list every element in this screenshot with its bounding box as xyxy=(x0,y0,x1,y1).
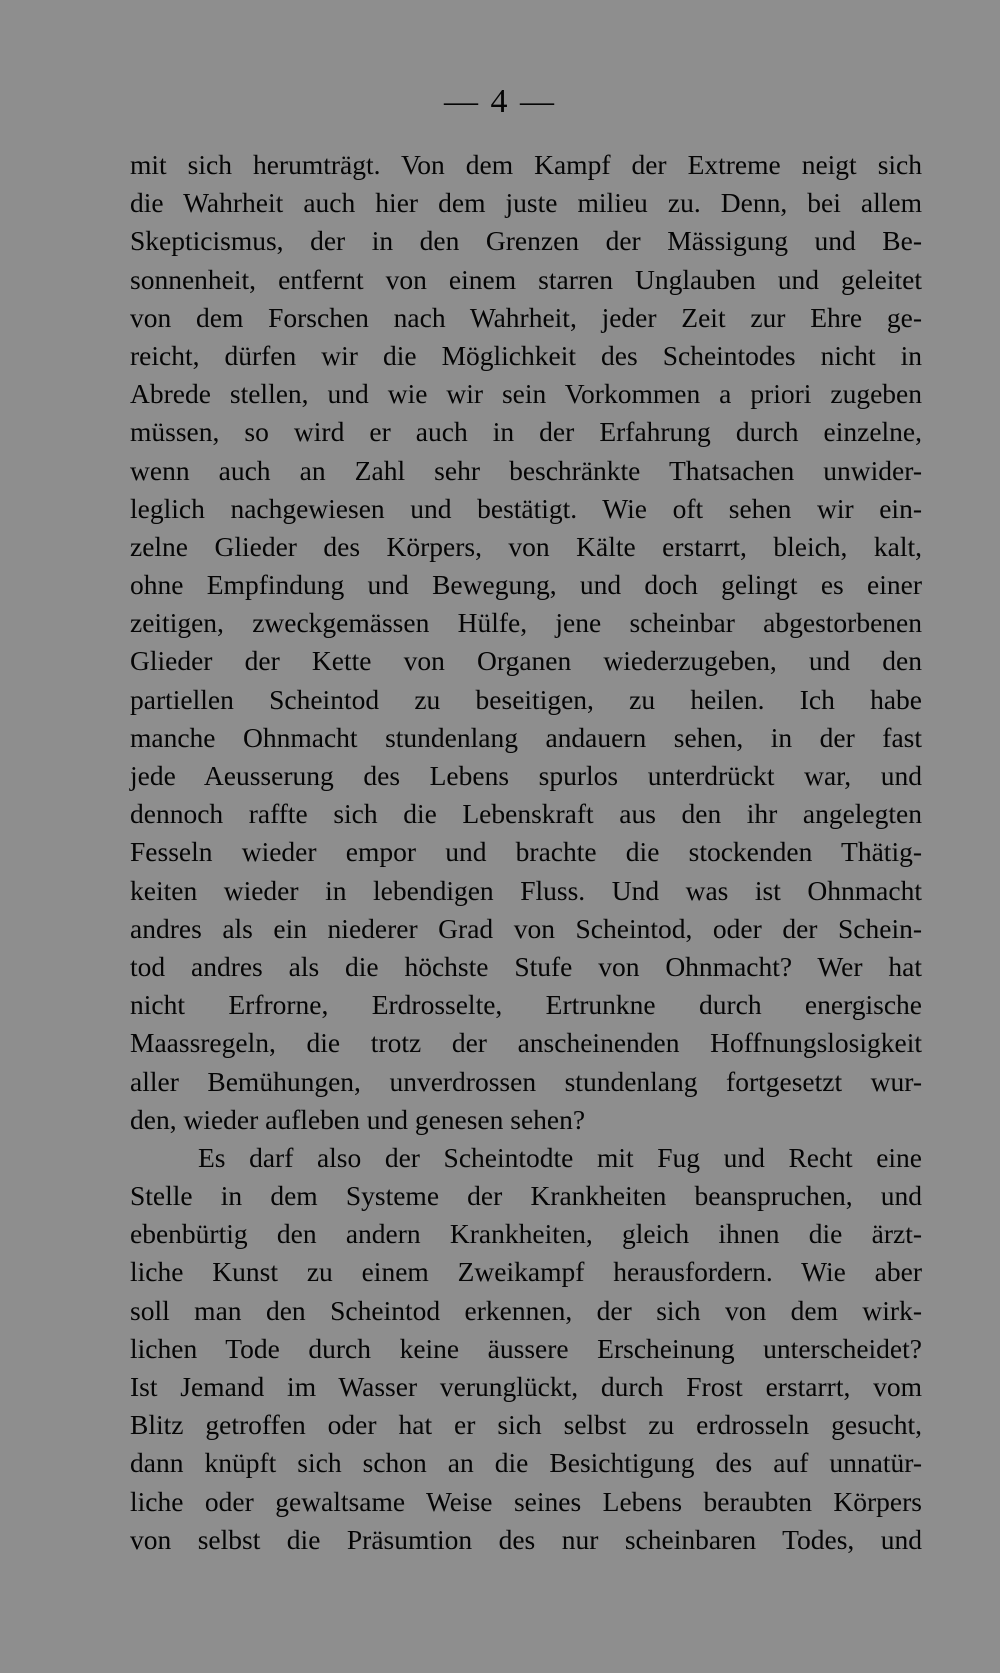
text-line: Blitz getroffen oder hat er sich selbst zu erdrosseln gesucht, xyxy=(130,1409,922,1441)
text-line: Skepticismus, der in den Grenzen der Mässigung und Be- xyxy=(130,225,922,257)
text-line: müssen, so wird er auch in der Erfahrung durch einzelne, xyxy=(130,416,922,448)
page-number: — 4 — xyxy=(444,83,556,120)
text-line: Es darf also der Scheintodte mit Fug und Recht eine xyxy=(198,1141,922,1173)
text-line: reicht, dürfen wir die Möglichkeit des Scheintodes nicht in xyxy=(130,339,922,371)
text-line: von dem Forschen nach Wahrheit, jeder Zeit zur Ehre ge- xyxy=(130,301,922,333)
text-line: manche Ohnmacht stundenlang andauern sehen, in der fast xyxy=(130,721,922,753)
text-line: die Wahrheit auch hier dem juste milieu zu. Denn, bei allem xyxy=(130,187,922,219)
text-line: partiellen Scheintod zu beseitigen, zu heilen. Ich habe xyxy=(130,683,922,715)
text-line: dennoch raffte sich die Lebenskraft aus den ihr angelegten xyxy=(130,798,922,830)
text-line: Stelle in dem Systeme der Krankheiten beanspruchen, und xyxy=(130,1180,922,1212)
text-line: Fesseln wieder empor und brachte die stockenden Thätig- xyxy=(130,836,922,868)
text-line: zelne Glieder des Körpers, von Kälte erstarrt, bleich, kalt, xyxy=(130,530,922,562)
text-line: keiten wieder in lebendigen Fluss. Und was ist Ohnmacht xyxy=(130,874,922,906)
text-line: andres als ein niederer Grad von Scheintod, oder der Schein- xyxy=(130,912,922,944)
text-line: tod andres als die höchste Stufe von Ohnmacht? Wer hat xyxy=(130,950,922,982)
text-line: Glieder der Kette von Organen wiederzugeben, und den xyxy=(130,645,922,677)
text-line: aller Bemühungen, unverdrossen stundenlang fortgesetzt wur- xyxy=(130,1065,922,1097)
text-line: jede Aeusserung des Lebens spurlos unterdrückt war, und xyxy=(130,760,922,791)
text-line: nicht Erfrorne, Erdrosselte, Ertrunkne durch energische xyxy=(130,989,922,1021)
text-line: liche oder gewaltsame Weise seines Lebens beraubten Körpers xyxy=(130,1485,922,1517)
text-line: mit sich herumträgt. Von dem Kampf der Extreme neigt sich xyxy=(130,149,922,180)
text-line: lichen Tode durch keine äussere Erscheinung unterscheidet? xyxy=(130,1332,922,1364)
text-line: dann knüpft sich schon an die Besichtigung des auf unnatür- xyxy=(130,1447,922,1479)
text-line: Maassregeln, die trotz der anscheinenden Hoffnungslosigkeit xyxy=(130,1027,922,1059)
text-line: zeitigen, zweckgemässen Hülfe, jene scheinbar abgestorbenen xyxy=(130,607,922,639)
text-line: den, wieder aufleben und genesen sehen? xyxy=(130,1103,586,1135)
text-line: wenn auch an Zahl sehr beschränkte Thatsachen unwider- xyxy=(130,454,922,486)
text-line: von selbst die Präsumtion des nur scheinbaren Todes, und xyxy=(130,1523,922,1555)
text-line: sonnenheit, entfernt von einem starren Unglauben und geleitet xyxy=(130,263,922,295)
text-line: ohne Empfindung und Bewegung, und doch gelingt es einer xyxy=(130,569,922,601)
text-line: leglich nachgewiesen und bestätigt. Wie oft sehen wir ein- xyxy=(130,492,922,524)
text-line: ebenbürtig den andern Krankheiten, gleich ihnen die ärzt- xyxy=(130,1218,922,1250)
text-line: soll man den Scheintod erkennen, der sich von dem wirk- xyxy=(130,1294,922,1326)
body-text xyxy=(130,146,922,1559)
text-line: Ist Jemand im Wasser verunglückt, durch Frost erstarrt, vom xyxy=(130,1371,922,1402)
text-line: liche Kunst zu einem Zweikampf herausfordern. Wie aber xyxy=(130,1256,922,1288)
text-line: Abrede stellen, und wie wir sein Vorkommen a priori zugeben xyxy=(130,378,922,410)
